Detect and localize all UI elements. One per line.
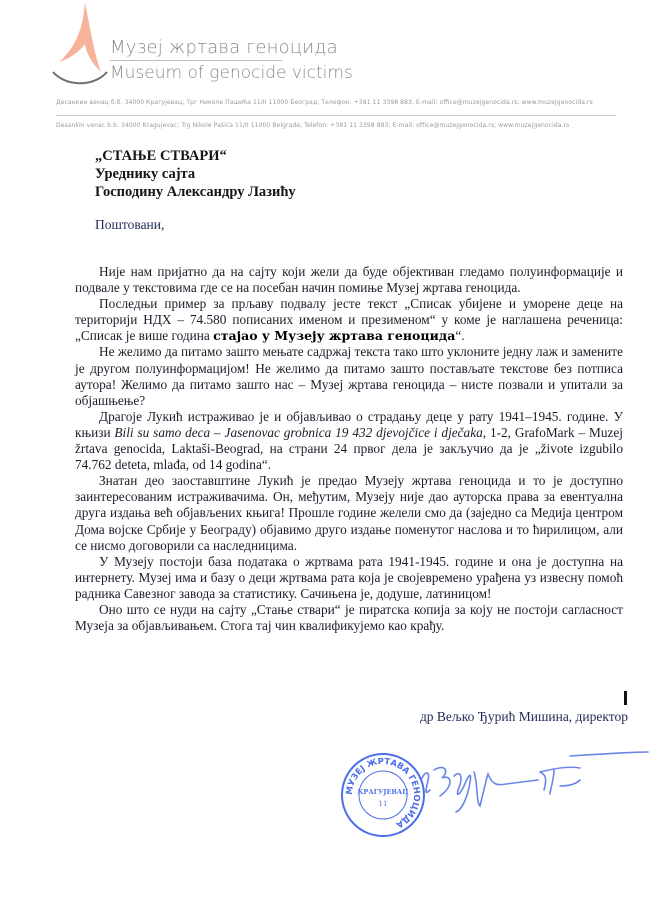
paragraph-text: Драгоје Лукић истраживао је и објављивао о страдању деце у рату 1941–1945. године. У књизи — [75, 408, 623, 440]
book-title: Bili su samo deca – Jasenovac grobnica 19 432 djevojčice i dječaka — [114, 424, 483, 440]
paragraph-text: “. — [455, 328, 465, 344]
address-divider — [56, 115, 616, 116]
letterhead — [0, 0, 672, 140]
paragraph: У Музеју постоји база података о жртвама рата 1941-1945. године и она је доступна на интернету. Музеј има и базу о деци жртвама рата која је својевремено урађена уз извесну помоћ радника Савезног завода за статистику. Сачињена је, додуше, латиницом! — [75, 553, 623, 601]
address-en: Desankin venac b.b. 34000 Kragujevac; Trg Nikole Pašića 11/II 11000 Belgrade; Telefon: +381 11 3398 883; E-mail: office@muzejgenocida.rs; www.muzejgenocida.rs — [56, 122, 570, 129]
paragraph-text: Последњи пример за прљаву подвалу јесте текст „Списак убијене и уморене деце на територији НДХ – 74.580 пописаних именом и презименом“ у коме је наглашена реченица: „Списак је више година — [75, 296, 623, 344]
paragraph — [75, 296, 623, 344]
recipient-name: Господину Александру Лазићу — [95, 184, 296, 200]
signatory: др Вељко Ђурић Мишина, директор — [419, 709, 628, 724]
greeting: Поштовани, — [95, 217, 165, 232]
museum-logo-icon — [45, 0, 115, 85]
recipient-block — [95, 147, 296, 201]
stamp-number: 11 — [378, 800, 388, 808]
handwritten-signature-icon — [420, 750, 650, 825]
paragraph: Није нам пријатно да на сајту који жели да буде објективан гледамо полуинформације и подвале у текстовима где се на посебан начин помиње Музеј жртава геноцида. — [75, 264, 623, 296]
official-stamp-icon — [340, 752, 426, 838]
paragraph — [75, 409, 623, 473]
paragraph: Не желимо да питамо зашто мењате садржај текста тако што уклоните једну лаж и замените је другом полуинформацијом! Не желимо да питамо зашто постављате текстове без потписа аутора! Желимо да питамо зашто нас – Музеј жртава геноцида – нисте позвали и упитали за објашњење? — [75, 344, 623, 408]
recipient-publication: „СТАЊЕ СТВАРИ“ — [95, 148, 227, 164]
stamp-ring-text: МУЗЕЈ ЖРТАВА ГЕНОЦИДА — [344, 756, 422, 830]
text-cursor — [624, 691, 627, 705]
org-name-en: Museum of genocide victims — [110, 63, 353, 83]
address-sr: Десанкин венац б.б. 34000 Крагујевац; Трг Николе Пашића 11/II 11000 Београд; Телефон: +381 11 3398 883; E-mail: office@muzejgenocida.rs; www.muzejgenocida.rs — [56, 99, 593, 106]
emphasized-quote: стајао у Музеју жртава геноцида — [213, 328, 456, 344]
logo-wordmark — [110, 38, 353, 83]
letter-body — [75, 264, 623, 634]
org-name-sr: Музеј жртава геноцида — [110, 37, 338, 58]
recipient-role: Уреднику сајта — [95, 166, 196, 182]
stamp-city: КРАГУЈЕВАЦ — [357, 788, 409, 796]
paragraph: Оно што се нуди на сајту „Стање ствари“ је пиратска копија за коју не постоји сагласност Музеја за објављивањем. Стога тај чин квалификујемо као крађу. — [75, 601, 623, 634]
paragraph: Знатан део заоставштине Лукић је предао Музеју жртава геноцида и то је доступно заинтересованим истраживачима. Он, међутим, Музеју није дао ауторска права за евентуална друга издања већ објављених књига! Прошле године желели смо да (заједно са Медија центром Дома војске Србије у Београду) објавимо друго издање поменутог наслова и то ћирилицом, али се нисмо договорили са наследницима. — [75, 473, 623, 553]
paragraph-text: , 1-2, GrafoMark – Muzej žrtava genocida, Laktaši-Beograd, на страни 24 првог дела је закључио да је „živote izgubilo 74.762 deteta, mlađa, od 14 godina“. — [75, 424, 623, 473]
logo-divider — [110, 60, 282, 61]
